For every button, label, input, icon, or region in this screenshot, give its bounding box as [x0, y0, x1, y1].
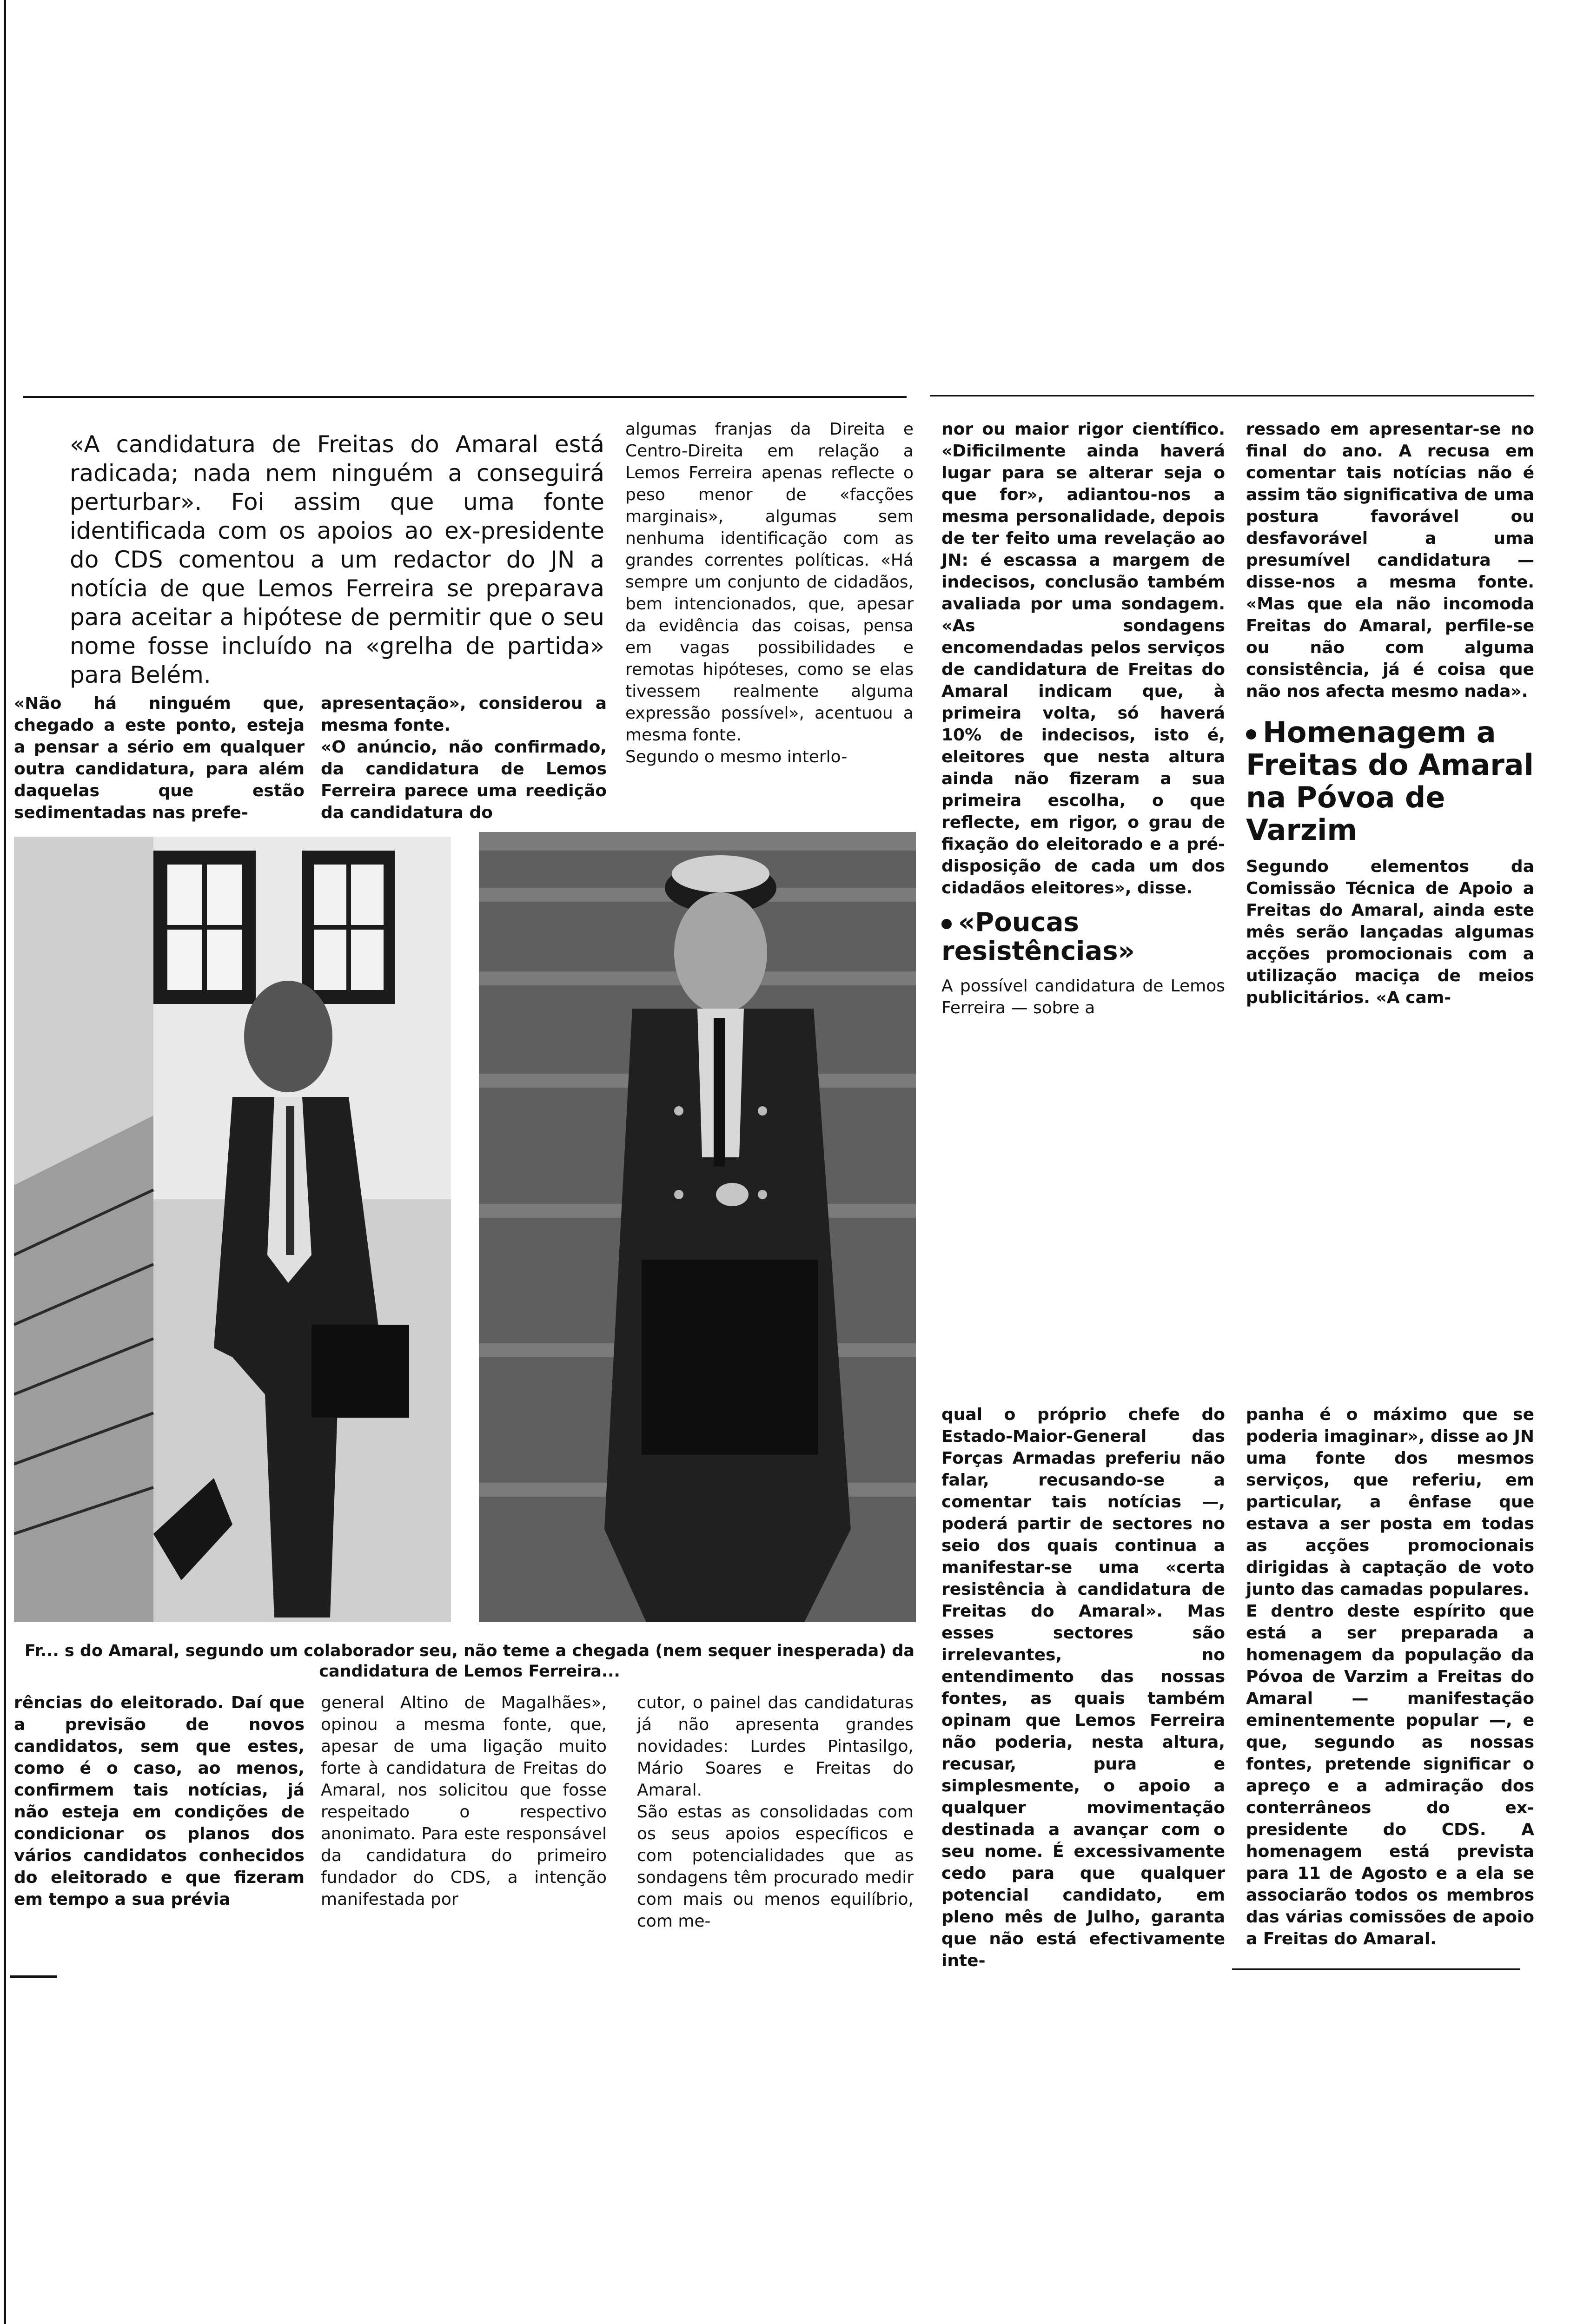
article-column-1-top: «Não há ninguém que, chegado a este ponto, esteja a pensar a sério em qualquer outra candidatura, para além daquelas que estão sedimentadas nas prefe- — [14, 694, 305, 822]
article-column-2-top: apresentação», considerou a mesma fonte. «O anúncio, não confirmado, da candidatura de Lemos Ferreira parece uma reedição da candidatura do — [321, 694, 607, 822]
photo-caption: Fr... s do Amaral, segundo um colaborador seu, não teme a chegada (nem sequer inesperada) da candidatura de Lemos Ferreira... — [24, 1642, 915, 1681]
left-edge-line — [4, 0, 6, 2324]
article-column-2-bottom: general Altino de Magalhães», opinou a mesma fonte, que, apesar de uma ligação muito forte à candidatura de Freitas do Amaral, nos solicitou que fosse respeitado o respectivo anonimato. Para este responsável da candidatura do primeiro fundador do CDS, a intenção manifestada por — [321, 1693, 607, 1909]
article-column-5-bottom: panha é o máximo que se poderia imaginar», disse ao JN uma fonte dos mesmos serviços, que referiu, em particular, a ênfase que estava a ser posta em todas as acções promocionais dirigidas à captação de voto junto das camadas populares. E dentro deste espírito que está a ser preparada a homenagem da população da Póvoa de Varzim a Freitas do Amaral — manifestação eminentemente popular —, e que, segundo as nossas fontes, pretende significar o apreço e a admiração dos conterrâneos do ex-presidente do CDS. A homenagem está prevista para 11 de Agosto e a ela se associarão todos os membros das várias comissões de apoio a Freitas do Amaral. — [1246, 1405, 1534, 1948]
lead-paragraph: «A candidatura de Freitas do Amaral está radicada; nada nem ninguém a conseguirá perturbar». Foi assim que uma fonte identificada com os apoios ao ex-presidente do CDS comentou a um redactor do JN a notícia de que Lemos Ferreira se preparava para aceitar a hipótese de permitir que o seu nome fosse incluído na «grelha de partida» para Belém. — [70, 431, 604, 688]
article-column-4-top — [941, 418, 1225, 1019]
article-column-4-bottom: qual o próprio chefe do Estado-Maior-General das Forças Armadas preferiu não falar, recusando-se a comentar tais notícias —, poderá partir de sectores no seio dos quais continua a manifestar-se uma «certa resistência à candidatura de Freitas do Amaral». Mas esses sectores são irrelevantes, no entendimento das nossas fontes, as quais também opinam que Lemos Ferreira não poderia, nesta altura, recusar, pura e simplesmente, o apoio a qualquer movimentação destinada a avançar com o seu nome. É excessivamente cedo para que qualquer potencial candidato, em pleno mês de Julho, garanta que não está efectivamente inte- — [941, 1405, 1225, 1970]
article-column-1-bottom: rências do eleitorado. Daí que a previsão de novos candidatos, sem que estes, como é o caso, ao menos, confirmem tais notícias, já não esteja em condições de condicionar os planos dos vários candidatos conhecidos do eleitorado e que fizeram em tempo a sua prévia — [14, 1693, 305, 1909]
top-rule — [23, 396, 907, 398]
bullet-icon — [941, 919, 952, 929]
bullet-icon — [1246, 729, 1256, 739]
bottom-left-mark — [10, 1975, 57, 1978]
article-column-3-top: algumas franjas da Direita e Centro-Direita em relação a Lemos Ferreira apenas reflecte o peso menor de «facções marginais», algumas sem nenhuma identificação com as grandes correntes políticas. «Há sempre um conjunto de cidadãos, bem intencionados, que, apesar da evidência das coisas, pensa em vagas possibilidades e remotas hipóteses, como se elas tivessem realmente alguma expressão possível», acentuou a mesma fonte. Segundo o mesmo interlo- — [625, 420, 914, 766]
photo-lemos-ferreira — [479, 832, 916, 1622]
subhead-homenagem: Homenagem a Freitas do Amaral na Póvoa de Varzim — [1246, 715, 1534, 847]
article-column-3-bottom: cutor, o painel das candidaturas já não apresenta grandes novidades: Lurdes Pintasilgo, Mário Soares e Freitas do Amaral. São estas as consolidadas com os seus apoios específicos e com potencialidades que as sondagens têm procurado medir com mais ou menos equilíbrio, com me- — [637, 1693, 914, 1931]
photo-freitas-do-amaral — [14, 837, 451, 1622]
column-5-text: ressado em apresentar-se no final do ano. A recusa em comentar tais notícias não é assim tão significativa de uma postura favorável ou desfavorável a uma presumível candidatura — disse-nos a mesma fonte. «Mas que ela não incomoda Freitas do Amaral, perfile-se ou não com alguma consistência, já é coisa que não nos afecta mesmo nada». — [1246, 420, 1534, 701]
article-column-5-top — [1246, 418, 1534, 1009]
column-4-after: A possível candidatura de Lemos Ferreira — sobre a — [941, 977, 1225, 1017]
top-rule-right — [930, 395, 1534, 396]
column-4-text: nor ou maior rigor científico. «Dificilmente ainda haverá lugar para se alterar seja o que for», adiantou-nos a mesma personalidade, depois de ter feito uma revelação ao JN: é escassa a margem de indecisos, conclusão também avaliada por uma sondagem. «As sondagens encomendadas pelos serviços de candidatura de Freitas do Amaral indicam que, à primeira volta, só haverá 10% de indecisos, isto é, eleitores que nesta altura ainda não fizeram a sua primeira escolha, o que reflecte, em rigor, o grau de fixação do eleitorado e a pré-disposição de cada um dos cidadãos eleitores», disse. — [941, 420, 1225, 898]
subhead-poucas-resistencias: «Poucas resistências» — [941, 907, 1135, 966]
bottom-rule-right — [1232, 1968, 1520, 1970]
column-5-after: Segundo elementos da Comissão Técnica de Apoio a Freitas do Amaral, ainda este mês serão lançadas algumas acções promocionais com a utilização maciça de meios publicitários. «A cam- — [1246, 857, 1534, 1007]
